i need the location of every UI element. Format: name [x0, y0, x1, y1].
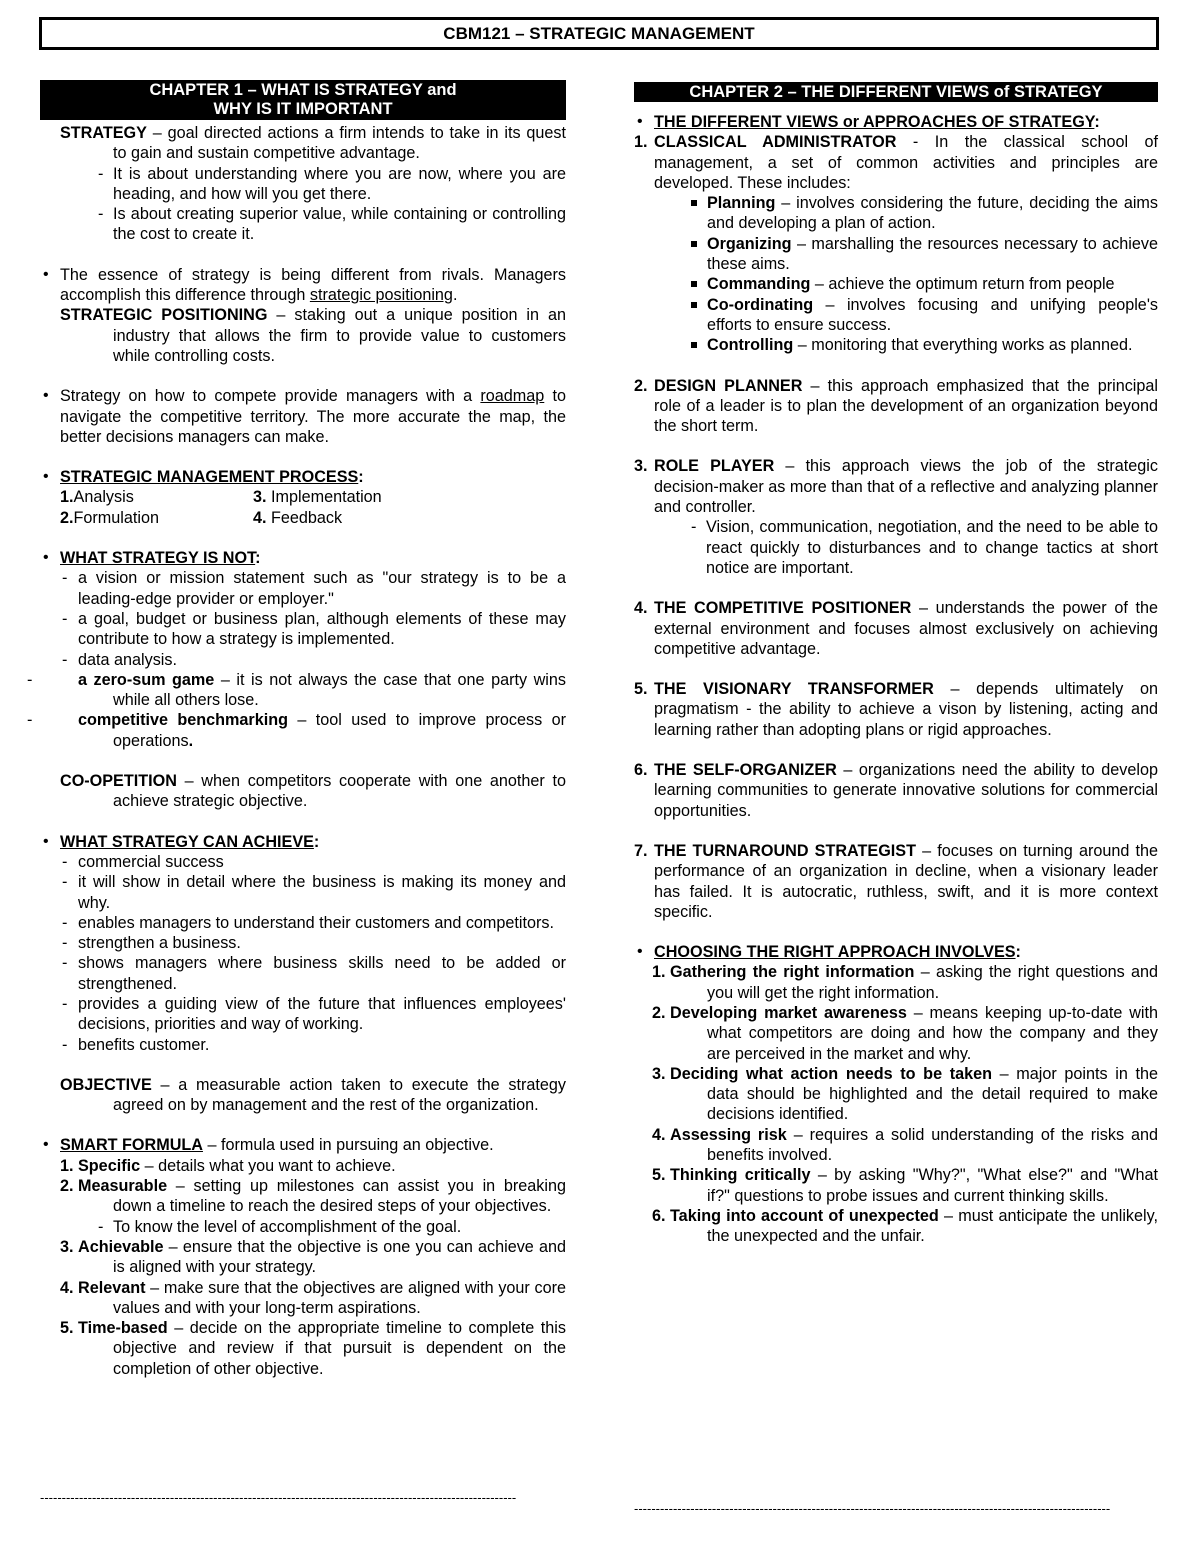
smart-term: Specific	[78, 1156, 141, 1175]
chapter-1-heading	[40, 80, 566, 120]
process-label: Implementation	[266, 488, 382, 507]
view-def: – this approach views the job of the strategic decision-maker as more than that of a reflective and analyzing planner and controller.	[654, 457, 1158, 517]
smart-num: 2.	[60, 1177, 74, 1196]
choose-item	[634, 962, 1158, 1003]
essence-text: The essence of strategy is being different from rivals. Managers accomplish this difference through	[60, 265, 566, 305]
choose-term: Developing market awareness	[670, 1003, 907, 1022]
views-heading	[634, 112, 1158, 132]
not-item-5-end: .	[188, 731, 194, 750]
objective-def: – a measurable action taken to execute the strategy agreed on by management and the rest of the organization.	[113, 1075, 566, 1115]
view-term: THE SELF-ORGANIZER	[654, 761, 837, 780]
coopetition-term: CO-OPETITION	[60, 772, 177, 791]
process-num: 3.	[253, 488, 267, 507]
classical-def: – involves focusing and unifying people's efforts to ensure success.	[707, 295, 1158, 334]
not-item-5	[40, 710, 566, 751]
choose-def: – must anticipate the unlikely, the unexpected and the unfair.	[707, 1206, 1158, 1246]
choose-term: Taking into account of unexpected	[670, 1206, 939, 1225]
chapter-1-heading-line1: CHAPTER 1 – WHAT IS STRATEGY and	[149, 81, 457, 99]
smart-def-text: – details what you want to achieve.	[140, 1156, 396, 1175]
strategy-dash-2: - Is about creating superior value, while containing or controlling the cost to create it.	[40, 204, 566, 245]
classical-term: Co-ordinating	[707, 295, 814, 314]
view-def: – focuses on turning around the performance of an organization in decline, when a visionary leader has failed. It is autocratic, ruthless, swift, and it is more context specific.	[654, 841, 1158, 921]
essence-paragraph	[40, 265, 566, 306]
choose-num: 3.	[652, 1064, 666, 1083]
process-label: Formulation	[73, 508, 159, 527]
smart-num: 4.	[60, 1278, 74, 1297]
classical-item	[634, 234, 1158, 275]
view-def: – this approach emphasized that the principal role of a leader is to plan the development of an organization beyond the short term.	[654, 376, 1158, 436]
classical-def: – monitoring that everything works as planned.	[793, 336, 1133, 355]
choose-term: Thinking critically	[670, 1166, 811, 1185]
classical-def: – involves considering the future, deciding the aims and developing a plan of action.	[707, 194, 1158, 233]
not-item-4	[40, 670, 566, 711]
classical-term: Planning	[707, 194, 776, 213]
classical-term: Commanding	[707, 275, 811, 294]
choose-def: – requires a solid understanding of the risks and benefits involved.	[707, 1125, 1159, 1165]
coopetition-definition	[40, 771, 566, 812]
chapter-2-column	[634, 80, 1158, 1247]
process-num: 1.	[60, 488, 74, 507]
roadmap-paragraph	[40, 386, 566, 447]
smart-item-5	[40, 1318, 566, 1379]
choose-item	[634, 1165, 1158, 1206]
roadmap-text-end: to navigate the competitive territory. The more accurate the map, the better decisions managers can make.	[60, 387, 566, 446]
view-term: THE TURNAROUND STRATEGIST	[654, 841, 916, 860]
achieve-colon: :	[313, 832, 320, 851]
classical-item	[634, 274, 1158, 294]
view-7	[634, 841, 1158, 922]
positioning-def: – staking out a unique position in an industry that allows the firm to provide value to customers while controlling costs.	[113, 306, 567, 365]
achieve-item: - shows managers where business skills need to be added or strengthened.	[40, 953, 566, 994]
smart-item-2-dash: - To know the level of accomplishment of the goal.	[40, 1217, 566, 1237]
view-4	[634, 598, 1158, 659]
achieve-item: - provides a guiding view of the future that influences employees' decisions, priorities and way of working.	[40, 994, 566, 1035]
strategic-positioning-link: strategic positioning	[309, 286, 453, 305]
smart-item-1	[40, 1156, 566, 1176]
roadmap-text: Strategy on how to compete provide managers with a	[60, 387, 481, 406]
smart-def-text: – decide on the appropriate timeline to complete this objective and review if that pursuit is dependent on the completion of other objective.	[113, 1319, 566, 1378]
view-term: CLASSICAL ADMINISTRATOR	[654, 133, 897, 152]
classical-item	[634, 295, 1158, 336]
chapter-1-column	[40, 80, 566, 1379]
roadmap-word: roadmap	[480, 387, 545, 406]
not-heading	[40, 548, 566, 568]
strategy-term: STRATEGY	[60, 124, 147, 142]
choose-item	[634, 1064, 1158, 1125]
choose-colon: :	[1015, 943, 1021, 962]
achieve-heading-text: WHAT STRATEGY CAN ACHIEVE	[60, 832, 314, 851]
view-2	[634, 376, 1158, 437]
smart-term: Time-based	[78, 1319, 168, 1338]
process-heading	[40, 467, 566, 487]
choose-def: – by asking "Why?", "What else?" and "What if?" questions to probe issues and current thinking skills.	[707, 1166, 1158, 1205]
chapter-1-heading-line2: WHY IS IT IMPORTANT	[213, 100, 393, 118]
choose-num: 1.	[652, 963, 666, 982]
achieve-heading	[40, 832, 566, 852]
view-term: ROLE PLAYER	[654, 457, 775, 476]
footer-rule-left: --------------------------------------------------------------------------------------------------------------	[40, 1490, 517, 1505]
view-num: 4.	[634, 599, 648, 618]
objective-term: OBJECTIVE	[60, 1075, 152, 1094]
positioning-term: STRATEGIC POSITIONING	[60, 306, 268, 325]
choose-def: – asking the right questions and you will get the right information.	[707, 963, 1158, 1002]
view-num: 1.	[634, 133, 648, 152]
choose-heading	[634, 942, 1158, 962]
choose-item	[634, 1003, 1158, 1064]
classical-term: Organizing	[707, 234, 792, 253]
not-item-5-term: competitive benchmarking	[78, 711, 288, 730]
view-3	[634, 456, 1158, 517]
smart-def-text: – setting up milestones can assist you in breaking down a timeline to reach the desired steps of your objectives.	[113, 1177, 566, 1216]
choose-num: 5.	[652, 1166, 666, 1185]
smart-item-4	[40, 1278, 566, 1319]
choose-num: 4.	[652, 1125, 666, 1144]
process-heading-text: STRATEGIC MANAGEMENT PROCESS	[60, 468, 359, 487]
choose-num: 2.	[652, 1003, 666, 1022]
view-def: - In the classical school of management, a set of common activities and principles are developed. These includes:	[654, 133, 1158, 192]
view-num: 3.	[634, 457, 648, 476]
not-item-3: - data analysis.	[40, 650, 566, 670]
strategy-definition	[40, 123, 566, 164]
smart-heading	[40, 1135, 566, 1155]
achieve-item: - it will show in detail where the business is making its money and why.	[40, 872, 566, 913]
smart-item-3	[40, 1237, 566, 1278]
process-colon: :	[358, 468, 364, 487]
view-def: – organizations need the ability to develop learning communities to generate innovative solutions for commercial opportunities.	[654, 761, 1159, 820]
not-item-5-def: – tool used to improve process or operations	[113, 711, 566, 750]
choose-num: 6.	[652, 1206, 666, 1225]
process-label: Feedback	[266, 508, 343, 527]
process-num: 2.	[60, 508, 74, 527]
smart-term: Measurable	[78, 1177, 168, 1196]
smart-item-2	[40, 1176, 566, 1217]
document-title: CBM121 – STRATEGIC MANAGEMENT	[39, 17, 1159, 50]
not-item-4-def: – it is not always the case that one party wins while all others lose.	[113, 670, 566, 710]
smart-heading-text: SMART FORMULA	[60, 1136, 203, 1155]
footer-rule-right: --------------------------------------------------------------------------------------------------------------	[634, 1501, 1111, 1516]
smart-def: – formula used in pursuing an objective.	[202, 1136, 494, 1155]
choose-item	[634, 1125, 1158, 1166]
essence-end: .	[452, 286, 458, 305]
view-3-dash: - Vision, communication, negotiation, and the need to be able to react quickly to disturbances and to change tactics at short notice are important.	[634, 517, 1158, 578]
view-1	[634, 132, 1158, 193]
not-heading-text: WHAT STRATEGY IS NOT	[60, 549, 256, 568]
coopetition-def: – when competitors cooperate with one another to achieve strategic objective.	[113, 772, 566, 811]
smart-term: Achievable	[78, 1237, 164, 1256]
strategy-dash-1: - It is about understanding where you are now, where you are heading, and how will you get there.	[40, 164, 566, 205]
smart-def-text: – make sure that the objectives are aligned with your core values and with your long-term aspirations.	[113, 1278, 566, 1317]
classical-def: – marshalling the resources necessary to achieve these aims.	[707, 234, 1158, 274]
choose-def: – major points in the data should be highlighted and the detail required to make decisions identified.	[707, 1064, 1158, 1124]
views-heading-text: THE DIFFERENT VIEWS or APPROACHES OF STRATEGY	[654, 113, 1095, 131]
process-item	[60, 508, 253, 528]
not-colon: :	[255, 549, 261, 568]
not-item-2: - a goal, budget or business plan, although elements of these may contribute to how a strategy is implemented.	[40, 609, 566, 650]
view-num: 2.	[634, 376, 648, 395]
not-item-4-term: a zero-sum game	[78, 670, 215, 689]
achieve-item: - strengthen a business.	[40, 933, 566, 953]
process-item	[253, 508, 566, 528]
choose-term: Gathering the right information	[670, 963, 915, 982]
smart-num: 5.	[60, 1319, 74, 1338]
classical-item	[634, 193, 1158, 234]
process-list	[40, 487, 566, 528]
classical-term: Controlling	[707, 336, 794, 355]
view-def: – understands the power of the external environment and focuses almost exclusively on achieving competitive advantage.	[654, 599, 1158, 658]
choose-def: – means keeping up-to-date with what competitors are doing and how the company and they are perceived in the market and why.	[707, 1003, 1158, 1063]
view-term: THE COMPETITIVE POSITIONER	[654, 599, 912, 618]
view-num: 6.	[634, 761, 648, 780]
view-def: – depends ultimately on pragmatism - the ability to achieve a vison by listening, acting and learning rather than adopting plans or rigid approaches.	[654, 680, 1159, 739]
smart-def-text: – ensure that the objective is one you can achieve and is aligned with your strategy.	[113, 1237, 566, 1277]
view-term: THE VISIONARY TRANSFORMER	[654, 680, 934, 699]
not-item-1: - a vision or mission statement such as "our strategy is to be a leading-edge provider or employer."	[40, 568, 566, 609]
classical-def: – achieve the optimum return from people	[810, 275, 1115, 294]
achieve-item: - enables managers to understand their customers and competitors.	[40, 913, 566, 933]
chapter-2-heading: CHAPTER 2 – THE DIFFERENT VIEWS of STRATEGY	[634, 82, 1158, 102]
positioning-definition	[40, 305, 566, 366]
objective-definition	[40, 1075, 566, 1116]
view-5	[634, 679, 1158, 740]
choose-heading-text: CHOOSING THE RIGHT APPROACH INVOLVES	[654, 943, 1016, 962]
view-term: DESIGN PLANNER	[654, 376, 803, 395]
smart-num: 3.	[60, 1237, 74, 1256]
view-num: 5.	[634, 680, 648, 699]
process-item	[253, 487, 566, 507]
views-colon: :	[1094, 113, 1100, 131]
choose-term: Deciding what action needs to be taken	[670, 1064, 992, 1083]
choose-item	[634, 1206, 1158, 1247]
choose-term: Assessing risk	[670, 1125, 787, 1144]
classical-item	[634, 335, 1158, 355]
process-num: 4.	[253, 508, 267, 527]
strategy-def: – goal directed actions a firm intends to take in its quest to gain and sustain competitive advantage.	[113, 124, 566, 163]
view-6	[634, 760, 1158, 821]
achieve-item: - commercial success	[40, 852, 566, 872]
smart-term: Relevant	[78, 1278, 146, 1297]
process-label: Analysis	[73, 488, 134, 507]
achieve-item: - benefits customer.	[40, 1035, 566, 1055]
process-item	[60, 487, 253, 507]
view-num: 7.	[634, 841, 648, 860]
smart-num: 1.	[60, 1156, 74, 1175]
